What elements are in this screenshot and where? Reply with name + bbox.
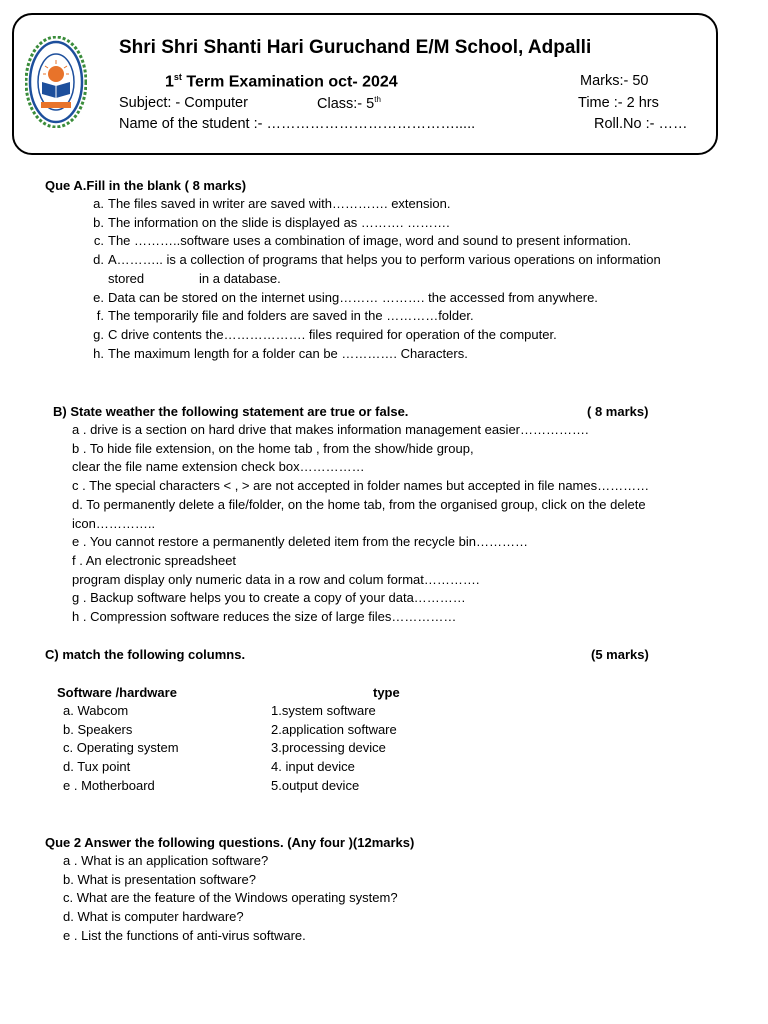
school-logo (25, 36, 87, 128)
item-letter: e. (93, 289, 104, 305)
item-text: stored (108, 270, 145, 286)
question-line: e . List the functions of anti-virus software. (63, 927, 306, 943)
match-left-column (63, 702, 179, 796)
section-2-title: Que 2 Answer the following questions. (Any four )(12marks) (45, 835, 415, 850)
section-b-title: B) State weather the following statement are true or false. (53, 404, 409, 419)
section-c-title: C) match the following columns. (45, 647, 246, 662)
class-label-text: Class:- 5 (317, 95, 375, 112)
list-item (93, 251, 661, 270)
item-letter: b. (93, 214, 104, 230)
time-label: Time :- 2 hrs (578, 95, 659, 111)
school-name: Shri Shri Shanti Hari Guruchand E/M School, Adpalli (119, 37, 592, 58)
match-left-header: Software /hardware (57, 685, 177, 700)
item-text: The information on the slide is displayed as ………. ………. (108, 214, 450, 230)
list-item (93, 195, 661, 214)
match-right-item: 1.system software (271, 703, 376, 718)
match-right-item: 3.processing device (271, 740, 386, 756)
match-left-item: c. Operating system (63, 740, 179, 756)
statement-line: c . The special characters < , > are not accepted in folder names but accepted in file names………… (72, 478, 650, 494)
item-text: The maximum length for a folder can be …………. Characters. (108, 345, 468, 361)
item-text: A……….. is a collection of programs that helps you to perform various operations on information (108, 252, 661, 268)
item-text: The temporarily file and folders are saved in the …………folder. (108, 308, 474, 324)
item-letter: f. (96, 308, 104, 324)
class-label-sup: th (374, 95, 381, 104)
list-item (93, 232, 661, 251)
logo-ribbon (41, 102, 71, 108)
match-left-item: a. Wabcom (63, 703, 129, 718)
section-b-marks: ( 8 marks) (587, 404, 649, 419)
match-right-item: 4. input device (271, 759, 355, 775)
item-text: Data can be stored on the internet using……… ………. the accessed from anywhere. (108, 289, 598, 305)
exam-title (165, 72, 398, 91)
statement-line: h . Compression software reduces the size of large files…………… (72, 609, 457, 625)
question-line: a . What is an application software? (63, 853, 269, 868)
statement-line: program display only numeric data in a row and colum format…………. (72, 571, 480, 587)
exam-title-prefix: 1 (165, 73, 174, 91)
section-2-questions (63, 852, 398, 946)
roll-no-field: Roll.No :- …… (594, 116, 688, 132)
item-letter: a. (93, 196, 104, 211)
statement-line: g . Backup software helps you to create a copy of your data………… (72, 590, 466, 606)
list-item (93, 326, 661, 345)
section-a-list (93, 195, 661, 363)
statement-line: e . You cannot restore a permanently deleted item from the recycle bin………… (72, 534, 528, 550)
logo-sun (48, 66, 64, 82)
list-item (96, 307, 661, 326)
statement-line: icon………….. (72, 515, 156, 531)
statement-line: a . drive is a section on hard drive that makes information management easier……………. (72, 422, 589, 437)
subject-label: Subject: - Computer (119, 95, 248, 111)
list-item-continuation (108, 270, 661, 289)
match-right-item: 5.output device (271, 777, 360, 793)
class-label (317, 95, 381, 112)
item-text: The ………..software uses a combination of image, word and sound to present information. (108, 233, 632, 249)
section-b-statements (72, 421, 649, 627)
list-item (93, 214, 661, 233)
statement-line: d. To permanently delete a file/folder, on the home tab, from the organised group, click on the delete (72, 496, 646, 512)
exam-title-rest: Term Examination oct- 2024 (181, 73, 398, 91)
item-letter: d. (93, 252, 104, 268)
student-name-field: Name of the student :- …………………………………..... (119, 116, 476, 132)
question-line: c. What are the feature of the Windows operating system? (63, 890, 398, 906)
match-right-header: type (373, 685, 400, 700)
section-c-marks: (5 marks) (591, 647, 649, 662)
item-letter: g. (93, 326, 104, 342)
match-right-column (271, 702, 397, 796)
match-left-item: e . Motherboard (63, 777, 155, 793)
item-letter: c. (93, 233, 104, 249)
match-left-item: d. Tux point (63, 759, 131, 775)
item-text: The files saved in writer are saved with…………. extension. (108, 196, 451, 211)
match-left-item: b. Speakers (63, 721, 133, 737)
match-right-item: 2.application software (271, 721, 397, 737)
question-line: d. What is computer hardware? (63, 909, 244, 925)
statement-line: clear the file name extension check box…………… (72, 459, 365, 475)
statement-line: f . An electronic spreadsheet (72, 552, 237, 568)
statement-line: b . To hide file extension, on the home tab , from the show/hide group, (72, 440, 474, 456)
marks-label: Marks:- 50 (580, 73, 649, 89)
item-letter: h. (93, 345, 104, 361)
item-text: in a database. (199, 270, 281, 286)
section-a-title: Que A.Fill in the blank ( 8 marks) (45, 178, 247, 193)
item-text: C drive contents the………………. files required for operation of the computer. (108, 326, 557, 342)
exam-title-sup: st (173, 72, 182, 82)
list-item (93, 345, 661, 364)
question-line: b. What is presentation software? (63, 871, 256, 887)
list-item (93, 289, 661, 308)
